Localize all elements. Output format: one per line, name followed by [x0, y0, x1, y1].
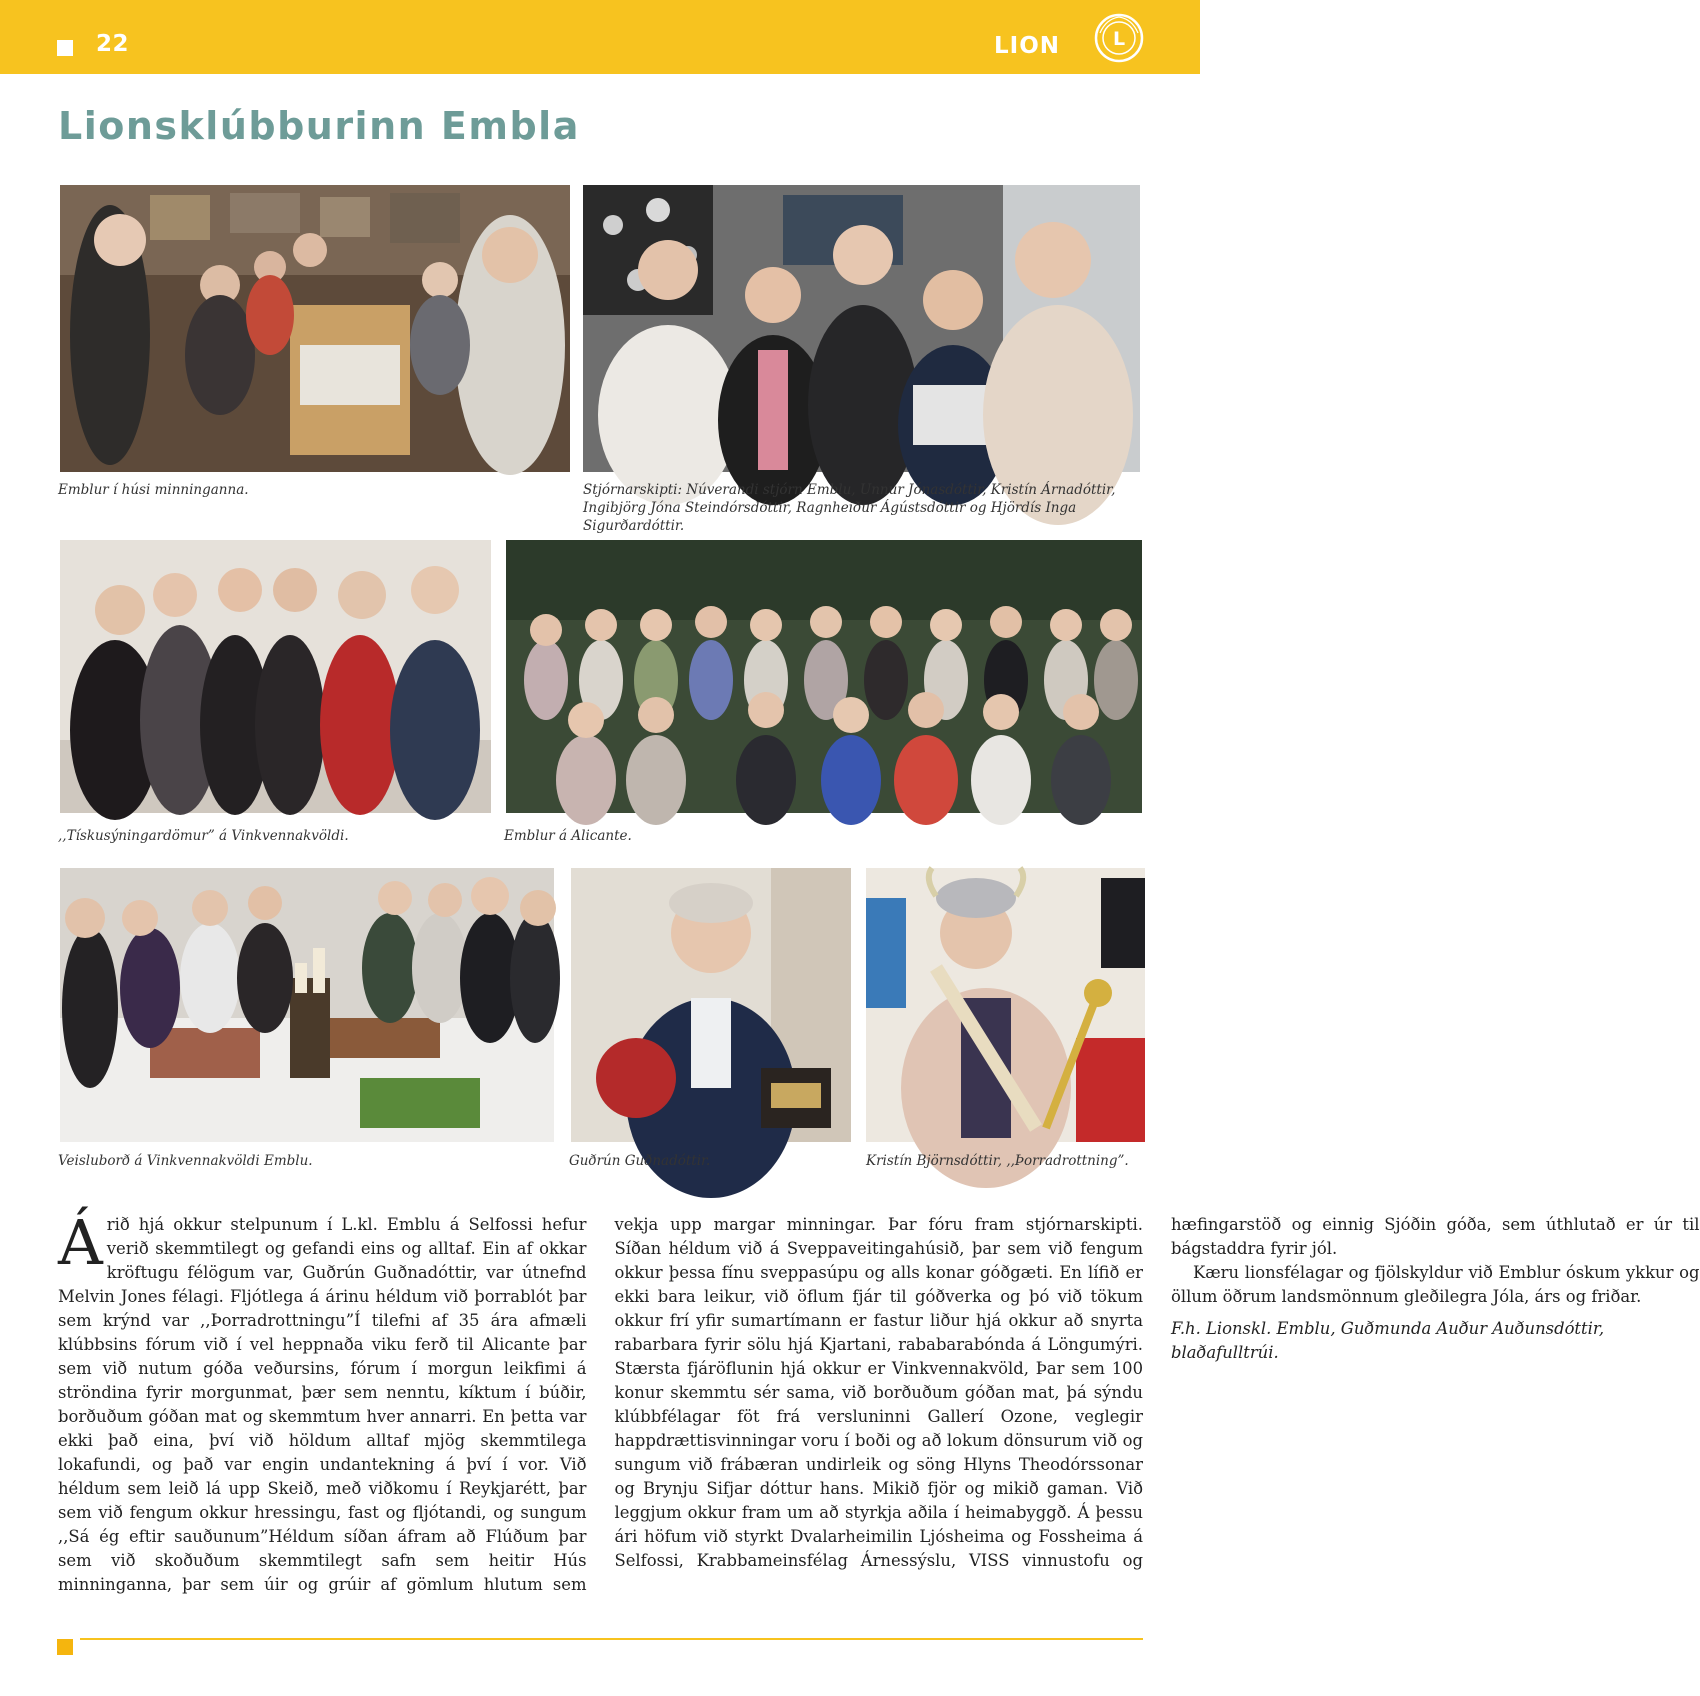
- lions-club-emblem-icon: [1094, 13, 1144, 63]
- photo-house-of-memories: [60, 185, 570, 472]
- photo-caption: Stjórnarskipti: Núverandi stjórn Emblu, Unnur Jónasdóttir, Kristín Árnadóttir, Ingibjörg Jóna Steindórsdóttir, Ragnheiður Ágústsdóttir og Hjördís Inga Sigurðardóttir.: [583, 482, 1116, 534]
- page-number: 22: [96, 31, 130, 57]
- article-signature: F.h. Lionskl. Emblu, Guðmunda Auður Auðunsdóttir, blaðafulltrúi.: [1171, 1319, 1605, 1362]
- photo-caption: Veisluborð á Vinkvennakvöldi Emblu.: [58, 1153, 313, 1169]
- photo-caption: ,,Tískusýningardömur” á Vinkvennakvöldi.: [58, 828, 349, 844]
- photo-caption: Emblur í húsi minninganna.: [58, 482, 249, 498]
- magazine-name: LION: [993, 33, 1060, 59]
- footer-rule: [80, 1638, 1143, 1640]
- svg-text:L: L: [1112, 28, 1126, 50]
- photo-kristin-thorradrottning: [866, 868, 1145, 1142]
- article-paragraph: Kæru lionsfélagar og fjölskyldur við Emblur óskum ykkur og öllum öðrum landsmönnum gleðilegra Jóla, árs og friðar.: [1171, 1263, 1700, 1306]
- photo-group-alicante: [506, 540, 1142, 813]
- photo-buffet-table: [60, 868, 554, 1142]
- page-marker-square: [57, 40, 73, 56]
- photo-caption: Emblur á Alicante.: [504, 828, 632, 844]
- header-bar: [0, 0, 1200, 74]
- article-body: [58, 1206, 1700, 1598]
- photo-caption: Guðrún Guðnadóttir.: [569, 1153, 711, 1169]
- footer-marker-square: [57, 1639, 73, 1655]
- photo-caption: Kristín Björnsdóttir, ,,Þorradrottning”.: [866, 1153, 1129, 1169]
- article-title: Lionsklúbburinn Embla: [58, 104, 580, 148]
- photo-fashion-show-ladies: [60, 540, 491, 813]
- article-paragraph: Árið hjá okkur stelpunum í L.kl. Emblu á Selfossi hefur verið skemmtilegt og gefandi eins og alltaf. Ein af okkar kröftugu félögum var, Guðrún Guðnadóttir, var útnefnd Melvin Jones félagi. Fljótlega á árinu héldum við þorrablót þar sem krýnd var ,,Þorradrottningu”Í tilefni af 35 ára afmæli klúbbsins fórum við í vel heppnaða viku ferð til Alicante þar sem við nutum góða veðursins, fórum í morgun leikfimi á ströndina fyrir morgunmat, þær sem nenntu, kíktum í búðir, borðuðum góðan mat og skemmtum hver annarri. En þetta var ekki það eina, því við höldum alltaf mjög skemmtilega lokafundi, og það var engin undantekning á því í vor. Við héldum sem leið lá upp Skeið, með viðkomu í Reykjarétt, þar sem við fengum okkur hressingu, fast og fljótandi, og sungum ,,Sá ég eftir sauðunum”Héldum síðan áfram að Flúðum þar sem við skoðuðum skemmtilegt safn sem heitir Hús minninganna, þar sem úir og grúir af gömlum hlutum sem vekja upp margar minningar. Þar fóru fram stjórnarskipti. Síðan héldum við á Sveppaveitingahúsið, þar sem við fengum okkur þessa fínu sveppasúpu og alls konar góðgæti. En lífið er ekki bara leikur, við öflum fjár til góðverka og þó við tökum okkur frí yfir sumartímann er fastur liður hjá okkur að snyrta rabarbara fyrir sölu hjá Kjartani, rababarabónda á Löngumýri. Stærsta fjáröflunin hjá okkur er Vinkvennakvöld, Þar sem 100 konur skemmtu sér sama, við borðuðum góðan mat, þá sýndu klúbbfélagar föt frá versluninni Gallerí Ozone, veglegir happdrættisvinningar voru í boði og að lokum dönsurum við og sungum við frábæran undirleik og söng Hlyns Theodórssonar og Brynju Sifjar dóttur hans. Mikið fjör og mikið gaman. Við leggjum okkur fram um að styrkja aðila í heimabyggð. Á þessu ári höfum við styrkt Dvalarheimilin Ljósheima og Fossheima á Selfossi, Krabbameinsfélag Árnessýslu, VISS vinnustofu og hæfingarstöð og einnig Sjóðin góða, sem úthlutað er úr til bágstaddra fyrir jól.: [58, 1206, 1700, 1594]
- photo-board-change: [583, 185, 1140, 472]
- photo-gudrun-melvin-jones: [571, 868, 851, 1142]
